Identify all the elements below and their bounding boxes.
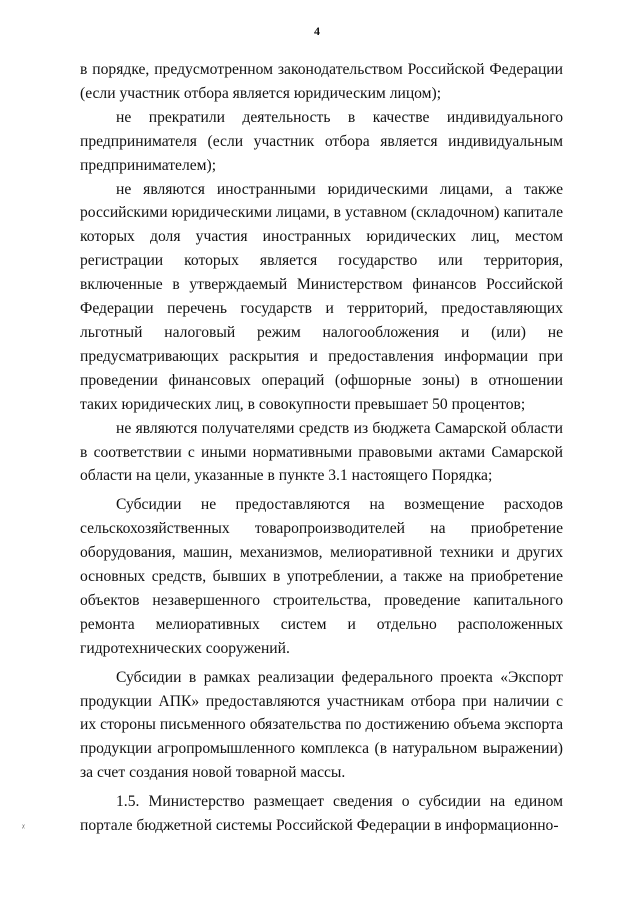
page-number: 4 xyxy=(314,24,320,38)
paragraph-legal-order: в порядке, предусмотренном законодательством Российской Федерации (если участник отбора является юридическим лицом); xyxy=(80,61,563,102)
paragraph-export-project: Субсидии в рамках реализации федерального проекта «Экспорт продукции АПК» предоставляются участникам отбора при наличии с их стороны письменного обязательства по достижению объема экспорта продукции агропромышленного комплекса (в натуральном выражении) за счет создания новой товарной массы. xyxy=(80,668,563,782)
paragraph-budget-recipients: не являются получателями средств из бюджета Самарской области в соответствии с иными нормативными правовыми актами Самарской области на цели, указанные в пункте 3.1 настоящего Порядка; xyxy=(80,419,563,485)
document-body xyxy=(80,58,563,838)
scan-artifact-mark: ᵡ xyxy=(22,822,25,833)
paragraph-entrepreneur-status: не прекратили деятельность в качестве индивидуального предпринимателя (если участник отбора является индивидуальным предпринимателем); xyxy=(80,108,563,174)
paragraph-foreign-entities: не являются иностранными юридическими лицами, а также российскими юридическими лицами, в уставном (складочном) капитале которых доля участия иностранных юридических лиц, местом регистрации которых является государство или территория, включенные в утверждаемый Министерством финансов Российской Федерации перечень государств и территорий, предоставляющих льготный налоговый режим налогообложения и (или) не предусматривающих раскрытия и предоставления информации при проведении финансовых операций (офшорные зоны) в отношении таких юридических лиц, в совокупности превышает 50 процентов; xyxy=(80,180,563,413)
paragraph-ministry-publication: 1.5. Министерство размещает сведения о субсидии на едином портале бюджетной системы Российской Федерации в информационно- xyxy=(80,793,563,835)
paragraph-subsidy-exclusions: Субсидии не предоставляются на возмещение расходов сельскохозяйственных товаропроизводителей на приобретение оборудования, машин, механизмов, мелиоративной техники и других основных средств, бывших в употреблении, а также на приобретение объектов незавершенного строительства, проведение капитального ремонта мелиоративных систем и отдельно расположенных гидротехнических сооружений. xyxy=(80,496,563,657)
